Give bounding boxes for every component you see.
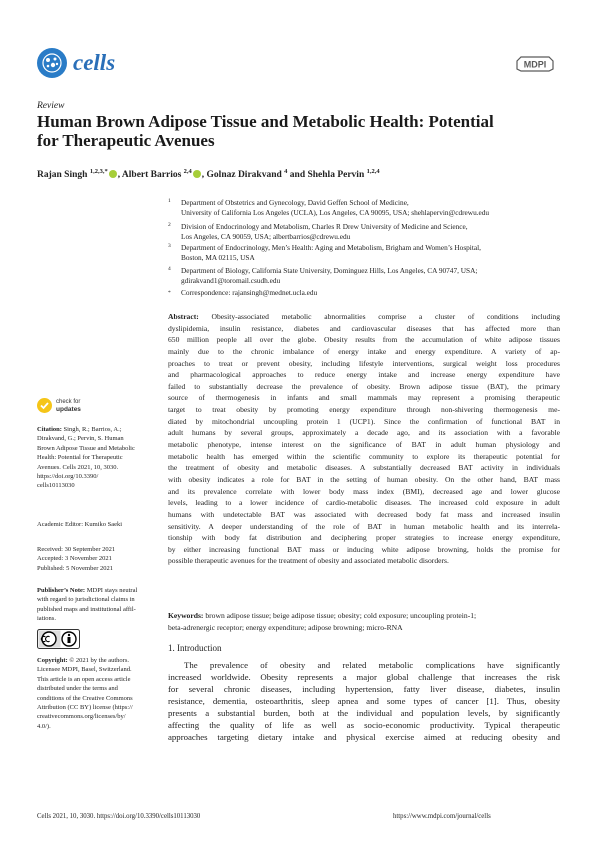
abstract-line: with obesity indicates a role for BAT in the setting of human obesity. On the other hand, BAT mass <box>168 474 560 484</box>
title-line: for Therapeutic Avenues <box>37 131 215 150</box>
abstract-line: tionship with body fat distribution and deciphering proper strategies to increase energy expenditure, <box>168 533 560 543</box>
citation-line: Dirakvand, G.; Pervin, S. Human <box>37 435 124 443</box>
abstract-line: the treatment of obesity and metabolic diseases. A substantially decreased BAT activity in individuals <box>168 463 560 473</box>
publisher-name: MDPI <box>523 59 547 70</box>
affiliation-line: Department of Endocrinology, Men’s Health: Aging and Metabolism, Brigham and Women’s Hospital, <box>181 243 481 252</box>
copyright-line: distributed under the terms and <box>37 685 118 693</box>
intro-line: The prevalence of obesity and related metabolic complications have significantly <box>184 660 560 670</box>
author-name[interactable]: Albert Barrios <box>121 170 182 181</box>
abstract-line: possible therapeutic avenues for the treatment of obesity and associated metabolic disorders. <box>168 556 449 566</box>
citation-line: Health: Potential for Therapeutic <box>37 454 123 462</box>
abstract-line: by either increasing functional BAT mass or inducing white adipose browning, holds the promise for <box>168 544 560 554</box>
copyright-label: Copyright: <box>37 657 68 664</box>
license-link[interactable]: creativecommons.org/licenses/by/ <box>37 713 126 721</box>
copyright-line: Licensee MDPI, Basel, Switzerland. <box>37 666 132 674</box>
check-updates-line2: updates <box>56 405 81 413</box>
affiliation-number: 2 <box>168 222 171 228</box>
affiliation-number: 3 <box>168 243 171 249</box>
abstract-line: dyslipidemia, insulin resistance, diabetes and cardiovascular diseases that has affected more than <box>168 323 560 333</box>
check-for-updates[interactable] <box>37 398 81 413</box>
citation-line: Avenues. Cells 2021, 10, 3030. <box>37 463 119 471</box>
copyright-block: Copyright: © 2021 by the authors. Licensee MDPI, Basel, Switzerland. This article is an open access article distributed under the terms and conditions of the Creative Commons Attribution (CC BY) license (https:// creativecommons.org/licenses/by/ 4.0/). <box>37 656 162 731</box>
orcid-icon[interactable] <box>109 170 117 178</box>
affiliation-number: * <box>168 290 171 296</box>
keywords-label: Keywords: <box>168 611 204 620</box>
copyright-line: Attribution (CC BY) license (https:// <box>37 704 133 712</box>
citation-doi-link[interactable]: cells10113030 <box>37 482 75 490</box>
abstract-line: sensitivity. A deeper understanding of the role of BAT in human metabolic health and its interrela- <box>168 521 560 531</box>
abstract-line: metabolic phenotype, intense interest on the significance of BAT in adult human physiology and <box>168 440 560 450</box>
correspondence-email[interactable]: Correspondence: rajansingh@mednet.ucla.edu <box>181 288 318 297</box>
copyright-line: conditions of the Creative Commons <box>37 694 133 702</box>
copyright-line: This article is an open access article <box>37 675 131 683</box>
intro-line: for several chronic diseases, including hypertension, fatty liver disease, diabetes, insulin <box>168 684 560 694</box>
copyright-line: 4.0/). <box>37 722 51 730</box>
title-line: Human Brown Adipose Tissue and Metabolic Health: Potential <box>37 112 494 131</box>
author-affil: 2,4 <box>183 168 192 175</box>
intro-line: resistance, dementia, osteoarthritis, sleep apnea and some types of cancer [1]. Thus, obesity <box>168 696 560 706</box>
cc-by-license-icon[interactable] <box>37 629 80 649</box>
journal-logo <box>37 48 115 78</box>
date-received: Received: 30 September 2021 <box>37 546 116 553</box>
author-affil: 1,2,4 <box>366 168 380 175</box>
citation-doi-link[interactable]: https://doi.org/10.3390/ <box>37 473 99 481</box>
date-accepted: Accepted: 3 November 2021 <box>37 555 112 563</box>
affiliation-line: Department of Obstetrics and Gynecology, David Geffen School of Medicine, <box>181 198 409 207</box>
footer-journal-link[interactable]: https://www.mdpi.com/journal/cells <box>393 813 491 820</box>
date-published: Published: 5 November 2021 <box>37 564 114 572</box>
abstract-line: mainly due to the chronic imbalance of energy intake and energy expenditure. A variety of ap- <box>168 346 560 356</box>
author-name[interactable]: Golnaz Dirakvand <box>206 170 282 181</box>
affiliation-number: 1 <box>168 198 171 204</box>
footer-citation: Cells 2021, 10, 3030. https://doi.org/10.3390/cells10113030 <box>37 813 201 820</box>
author-affil: 4 <box>284 168 288 175</box>
affiliation-line: Division of Endocrinology and Metabolism, Charles R Drew University of Medicine and Science, <box>181 222 468 231</box>
author-conjunction: and <box>289 170 306 181</box>
section-heading: 1. Introduction <box>168 643 222 653</box>
abstract-line: diated by mitochondrial uncoupling protein 1 (UCP1). Since the confirmation of functional BAT in <box>168 416 560 426</box>
citation-block: Citation: Singh, R.; Barrios, A.; Dirakvand, G.; Pervin, S. Human Brown Adipose Tissue and Metabolic Health: Potential for Therapeutic Avenues. Cells 2021, 10, 3030. https://doi.org/10.3390/ cells10113030 <box>37 425 162 491</box>
cells-logo-icon <box>37 48 67 78</box>
author-name[interactable]: Shehla Pervin <box>307 170 365 181</box>
author-affil: 1,2,3,* <box>89 168 108 175</box>
abstract-line: failed to substantially decrease the prevalence of obesity. Brown adipose tissue (BAT), the primary <box>168 381 560 391</box>
publishers-note-label: Publisher’s Note: <box>37 587 86 594</box>
intro-line: approaches targeting dietary intake and physical exercise aimed at reducing obesity and <box>168 732 560 742</box>
check-updates-line1: check for <box>56 398 81 405</box>
publishers-note-line: iations. <box>37 615 56 623</box>
intro-line: presents a substantial burden, both at the individual and population levels, by significantly <box>168 708 560 718</box>
abstract-line: Abstract: Obesity-associated metabolic abnormalities comprise a cluster of conditions including <box>168 312 560 321</box>
journal-name: cells <box>73 50 116 75</box>
mdpi-logo-icon <box>515 55 555 73</box>
affiliation-line: Los Angeles, CA 90059, USA; albertbarrios@cdrewu.edu <box>181 232 351 241</box>
keywords-line: beta-adrenergic receptor; energy expenditure; adipose browning; micro-RNA <box>168 622 403 632</box>
article-type: Review <box>37 101 65 111</box>
affiliation-line: Boston, MA 02115, USA <box>181 253 255 262</box>
keywords <box>168 610 560 633</box>
intro-line: affecting the quality of life as well as socio-economic productivity. Typical therapeutic <box>168 720 560 730</box>
author-list: Rajan Singh $^{1,2,3,*}$ , Albert Barrios $^{2,4}$ , Golnaz Dirakvand $^4$ and Shehla Pervin $^{1,2,4}$ <box>37 168 380 181</box>
abstract-line: adult humans by several groups, approximately a decade ago, and its association with a favorable <box>168 428 560 438</box>
abstract-line: target to treat obesity by promoting energy expenditure through non-shivering thermogenesis me- <box>168 405 560 415</box>
affiliation-number: 4 <box>168 266 171 272</box>
dates-block <box>37 545 162 573</box>
publishers-note-line: published maps and institutional affil- <box>37 605 136 613</box>
introduction-body <box>168 659 560 743</box>
abstract-line: 650 million people all over the globe. Obesity results from the accumulation of white adipose tissues <box>168 335 560 345</box>
abstract-line: metabolic health has emerged within the scientific community to explore its therapeutic potential for <box>168 451 560 461</box>
check-updates-icon <box>37 398 52 413</box>
abstract-line: humans with undetectable BAT was associated with decreased body fat mass and increased insulin <box>168 509 560 519</box>
abstract-line: proaches to treat or prevent obesity, including lifestyle interventions, surgical weight loss procedures <box>168 358 560 368</box>
abstract-label: Abstract: <box>168 312 199 321</box>
abstract-line: levels, leading to a lower incidence of cardio-metabolic diseases. The increased cold exposure in adult <box>168 498 560 508</box>
orcid-icon[interactable] <box>193 170 201 178</box>
affiliation-line: University of California Los Angeles (UCLA), Los Angeles, CA 90095, USA; shehlapervin@cdrewu.edu <box>181 208 490 217</box>
affiliation-line: gdirakvand1@toromail.csudh.edu <box>181 276 281 285</box>
abstract <box>168 311 560 567</box>
keywords-line: Keywords: brown adipose tissue; beige adipose tissue; obesity; cold exposure; uncoupling protein-1; <box>168 611 477 620</box>
publishers-note-line: with regard to jurisdictional claims in <box>37 596 135 604</box>
citation-label: Citation: <box>37 426 62 433</box>
publishers-note: Publisher’s Note: MDPI stays neutral with regard to jurisdictional claims in published maps and institutional affil- iations. <box>37 586 162 624</box>
author-name[interactable]: Rajan Singh <box>37 170 88 181</box>
abstract-line: and its prevalence correlate with lower body mass index (BMI), decreased age and lower glucose <box>168 486 560 496</box>
abstract-line: source of thermogenesis in infants and small mammals may represent a promising therapeutic <box>168 393 560 403</box>
citation-line: Brown Adipose Tissue and Metabolic <box>37 444 135 452</box>
affiliation-line: Department of Biology, California State University, Dominguez Hills, Los Angeles, CA 90747, USA; <box>181 266 478 275</box>
intro-line: increased worldwide. Obesity represents a major global challenge that increases the risk <box>168 672 560 682</box>
abstract-line: and pharmacological approaches to reduce energy intake and increase energy expenditure have <box>168 370 560 380</box>
academic-editor: Academic Editor: Kumiko Saeki <box>37 521 123 528</box>
article-title <box>37 112 562 150</box>
